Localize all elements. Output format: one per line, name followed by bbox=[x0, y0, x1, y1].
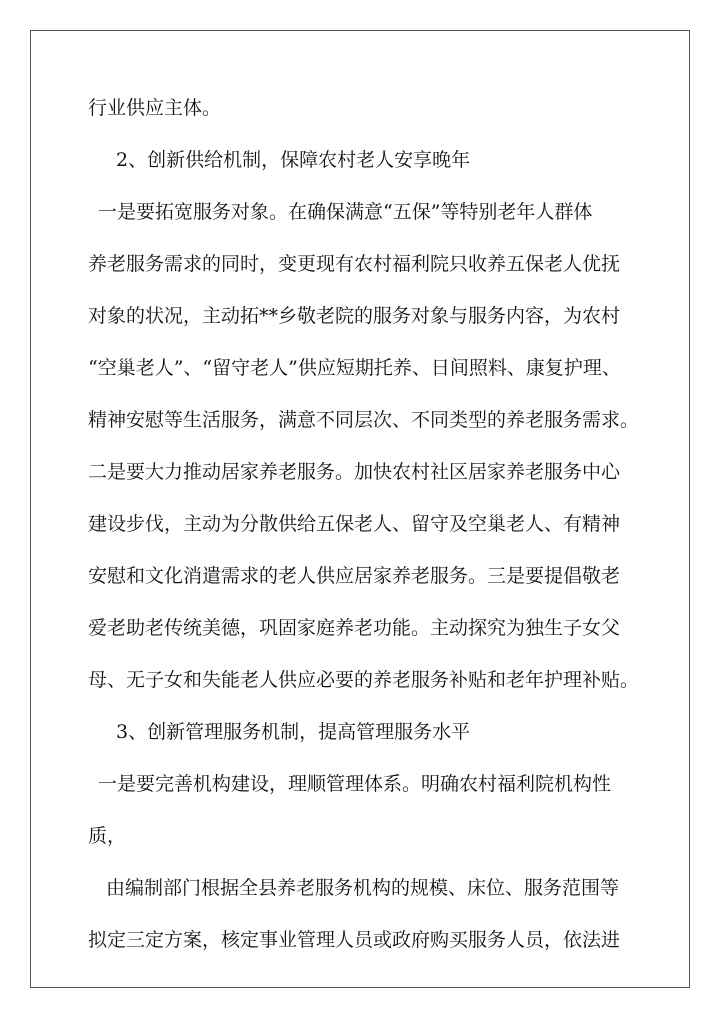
text-line: 对象的状况，主动拓**乡敬老院的服务对象与服务内容，为农村 bbox=[88, 305, 621, 327]
text-line: 安慰和文化消遣需求的老人供应居家养老服务。三是要提倡敬老 bbox=[88, 565, 621, 587]
document-page bbox=[30, 30, 690, 988]
text-line: 爱老助老传统美德，巩固家庭养老功能。主动探究为独生子女父 bbox=[88, 617, 621, 639]
text-line: 行业供应主体。 bbox=[88, 97, 222, 119]
text-line: 母、无子女和失能老人供应必要的养老服务补贴和老年护理补贴。 bbox=[88, 669, 640, 691]
text-line: 养老服务需求的同时，变更现有农村福利院只收养五保老人优抚 bbox=[88, 253, 621, 275]
text-line: 精神安慰等生活服务，满意不同层次、不同类型的养老服务需求。 bbox=[88, 409, 640, 431]
text-line: “空巢老人”、“留守老人”供应短期托养、日间照料、康复护理、 bbox=[88, 357, 621, 379]
section-heading: 3、创新管理服务机制，提高管理服务水平 bbox=[116, 721, 471, 743]
text-line: 二是要大力推动居家养老服务。加快农村社区居家养老服务中心 bbox=[88, 461, 621, 483]
text-line: 质， bbox=[88, 825, 127, 847]
text-line: 一是要完善机构建设，理顺管理体系。明确农村福利院机构性 bbox=[98, 773, 612, 795]
section-heading: 2、创新供给机制，保障农村老人安享晚年 bbox=[116, 149, 471, 171]
text-line: 建设步伐，主动为分散供给五保老人、留守及空巢老人、有精神 bbox=[88, 513, 621, 535]
text-line: 一是要拓宽服务对象。在确保满意“五保”等特别老年人群体 bbox=[98, 201, 593, 223]
text-line: 由编制部门根据全县养老服务机构的规模、床位、服务范围等 bbox=[106, 877, 620, 899]
text-line: 拟定三定方案，核定事业管理人员或政府购买服务人员，依法进 bbox=[88, 929, 621, 951]
